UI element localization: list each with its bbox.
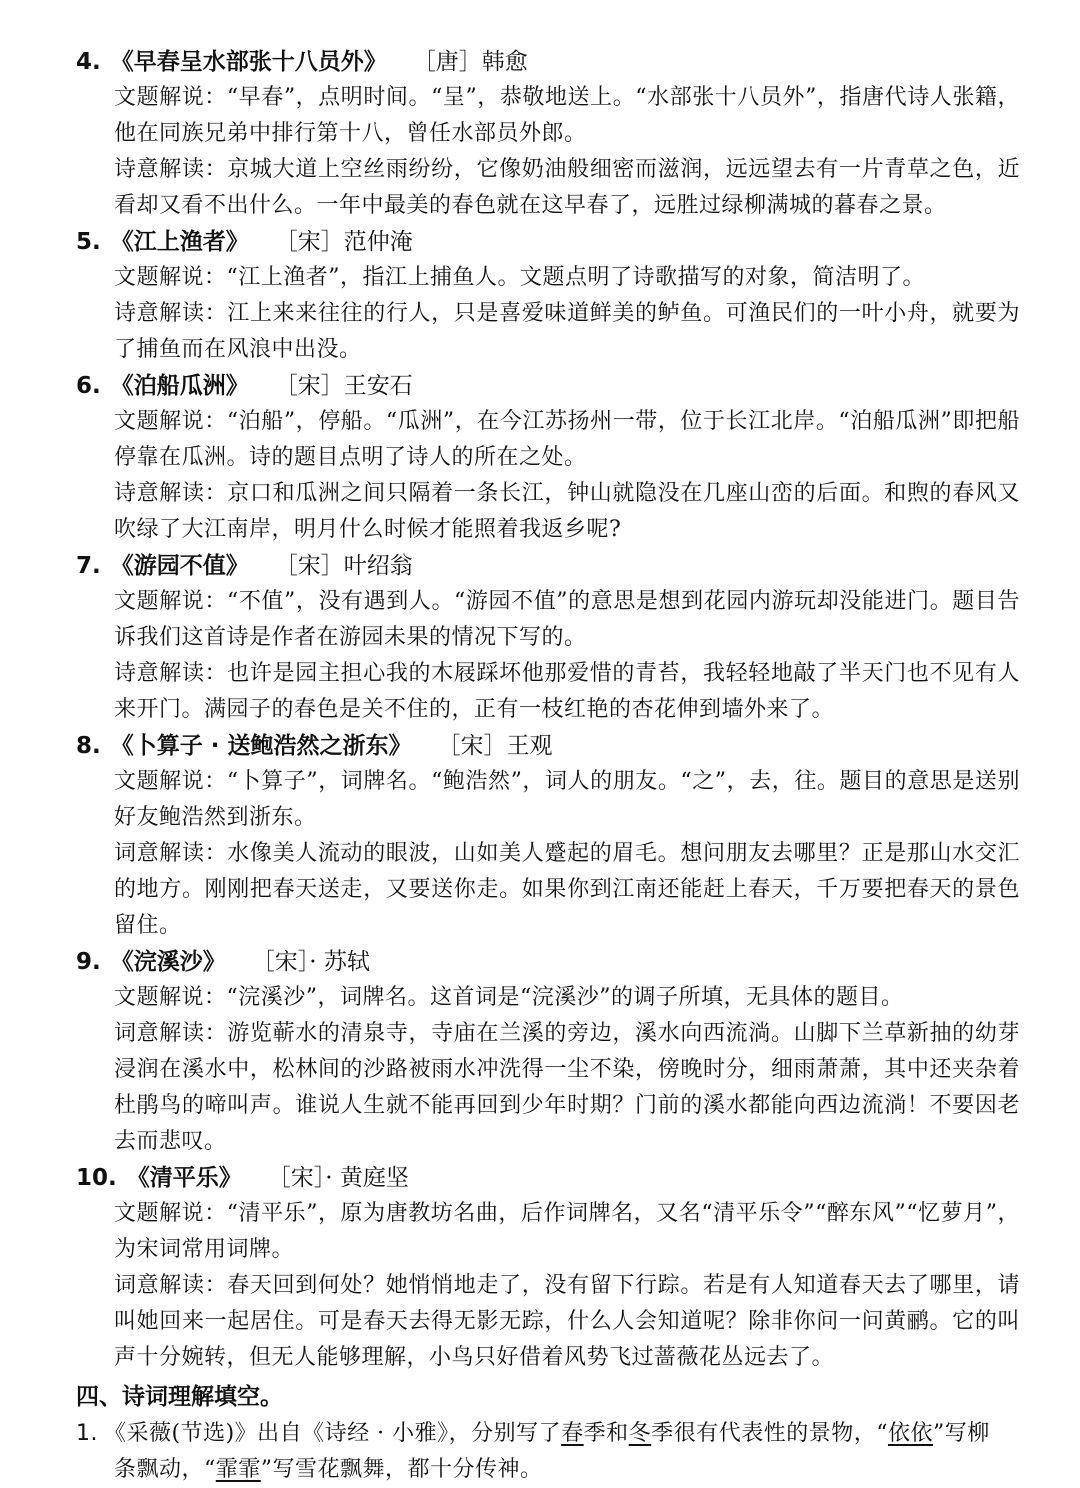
entry-number: 4. xyxy=(76,49,101,75)
fill-question-1 xyxy=(76,1416,1020,1488)
question-text: 《采薇(节选)》出自《诗经 · 小雅》，分别写了 xyxy=(104,1421,562,1446)
poem-author: ［宋］范仲淹 xyxy=(274,229,413,255)
poem-heading xyxy=(76,368,1020,404)
meaning-explanation: 诗意解读：江上来来往往的行人，只是喜爱味道鲜美的鲈鱼。可渔民们的一叶小舟，就要为了捕鱼而在风浪中出没。 xyxy=(114,301,1020,362)
answer-blank: 春 xyxy=(561,1421,584,1446)
answer-blank: 霏霏 xyxy=(215,1457,261,1482)
poem-author: ［宋］王安石 xyxy=(274,373,413,399)
entry-number: 6. xyxy=(76,373,101,399)
meaning-explanation: 诗意解读：京城大道上空丝雨纷纷，它像奶油般细密而滋润，远远望去有一片青草之色，近看却又看不出什么。一年中最美的春色就在这早春了，远胜过绿柳满城的暮春之景。 xyxy=(114,157,1020,218)
poem-title: 《早春呈水部张十八员外》 xyxy=(110,49,387,75)
poem-entry-5 xyxy=(76,224,1020,368)
poem-author: ［唐］韩愈 xyxy=(412,49,528,75)
title-explanation: 文题解说：“泊船”，停船。“瓜洲”，在今江苏扬州一带，位于长江北岸。“泊船瓜洲”即把船停靠在瓜洲。诗的题目点明了诗人的所在之处。 xyxy=(114,409,1020,470)
title-explanation: 文题解说：“卜算子”，词牌名。“鲍浩然”，词人的朋友。“之”，去，往。题目的意思是送别好友鲍浩然到浙东。 xyxy=(114,769,1020,830)
title-explanation: 文题解说：“江上渔者”，指江上捕鱼人。文题点明了诗歌描写的对象，简洁明了。 xyxy=(114,265,925,290)
poem-entry-7 xyxy=(76,548,1020,728)
meaning-explanation: 词意解读：游览蕲水的清泉寺，寺庙在兰溪的旁边，溪水向西流淌。山脚下兰草新抽的幼芽浸润在溪水中，松林间的沙路被雨水冲洗得一尘不染，傍晚时分，细雨萧萧，其中还夹杂着杜鹃鸟的啼叫声。谁说人生就不能再回到少年时期？门前的溪水都能向西边流淌！不要因老去而悲叹。 xyxy=(114,1021,1020,1154)
question-text: 季很有代表性的景物，“ xyxy=(651,1421,888,1446)
meaning-explanation: 诗意解读：京口和瓜洲之间只隔着一条长江，钟山就隐没在几座山峦的后面。和煦的春风又吹绿了大江南岸，明月什么时候才能照着我返乡呢? xyxy=(114,481,1020,542)
title-explanation: 文题解说：“浣溪沙”，词牌名。这首词是“浣溪沙”的调子所填，无具体的题目。 xyxy=(114,985,904,1010)
poem-author: ［宋］叶绍翁 xyxy=(274,553,413,579)
poem-author: ［宋］· 黄庭坚 xyxy=(267,1165,409,1191)
poem-title: 《江上渔者》 xyxy=(110,229,249,255)
meaning-explanation: 词意解读：春天回到何处？她悄悄地走了，没有留下行踪。若是有人知道春天去了哪里，请叫她回来一起居住。可是春天去得无影无踪，什么人会知道呢？除非你问一问黄鹂。它的叫声十分婉转，但无人能够理解，小鸟只好借着风势飞过蔷薇花丛远去了。 xyxy=(114,1273,1020,1370)
poem-heading xyxy=(76,1160,1020,1196)
entry-number: 9. xyxy=(76,949,101,975)
answer-blank: 冬 xyxy=(628,1421,652,1446)
question-text: 条飘动，“ xyxy=(114,1457,216,1482)
entry-number: 8. xyxy=(76,733,101,759)
question-text: ”写雪花飘舞，都十分传神。 xyxy=(260,1457,543,1482)
poem-heading xyxy=(76,44,1020,80)
poem-heading xyxy=(76,548,1020,584)
entry-number: 7. xyxy=(76,553,101,579)
poem-author: ［宋］· 苏轼 xyxy=(251,949,370,975)
poem-entry-8 xyxy=(76,728,1020,944)
poem-title: 《泊船瓜洲》 xyxy=(110,373,249,399)
poem-heading xyxy=(76,944,1020,980)
answer-blank: 依依 xyxy=(887,1421,933,1446)
poem-title: 《清平乐》 xyxy=(126,1165,242,1191)
poem-title: 《游园不值》 xyxy=(110,553,249,579)
poem-entry-4 xyxy=(76,44,1020,224)
poem-entry-9 xyxy=(76,944,1020,1160)
poem-entry-10 xyxy=(76,1160,1020,1376)
question-text: 季和 xyxy=(583,1421,629,1446)
section-heading: 四、诗词理解填空。 xyxy=(76,1384,283,1410)
poem-heading xyxy=(76,224,1020,260)
question-number: 1. xyxy=(76,1421,98,1446)
poem-entry-6 xyxy=(76,368,1020,548)
title-explanation: 文题解说：“清平乐”，原为唐教坊名曲，后作词牌名，又名“清平乐令”“醉东风”“忆萝月”，为宋词常用词牌。 xyxy=(114,1201,1020,1262)
poem-author: ［宋］王观 xyxy=(437,733,553,759)
meaning-explanation: 诗意解读：也许是园主担心我的木屐踩坏他那爱惜的青苔，我轻轻地敲了半天门也不见有人来开门。满园子的春色是关不住的，正有一枝红艳的杏花伸到墙外来了。 xyxy=(114,661,1020,722)
poem-heading xyxy=(76,728,1020,764)
entry-number: 10. xyxy=(76,1165,117,1191)
entry-number: 5. xyxy=(76,229,101,255)
poem-title: 《卜算子 · 送鲍浩然之浙东》 xyxy=(110,733,412,759)
title-explanation: 文题解说：“早春”，点明时间。“呈”，恭敬地送上。“水部张十八员外”，指唐代诗人张籍，他在同族兄弟中排行第十八，曾任水部员外郎。 xyxy=(114,85,1020,146)
poem-title: 《浣溪沙》 xyxy=(110,949,226,975)
question-text: ”写柳 xyxy=(932,1421,990,1446)
meaning-explanation: 词意解读：水像美人流动的眼波，山如美人蹙起的眉毛。想问朋友去哪里？正是那山水交汇的地方。刚刚把春天送走，又要送你走。如果你到江南还能赶上春天，千万要把春天的景色留住。 xyxy=(114,841,1020,938)
title-explanation: 文题解说：“不值”，没有遇到人。“游园不值”的意思是想到花园内游玩却没能进门。题目告诉我们这首诗是作者在游园未果的情况下写的。 xyxy=(114,589,1020,650)
